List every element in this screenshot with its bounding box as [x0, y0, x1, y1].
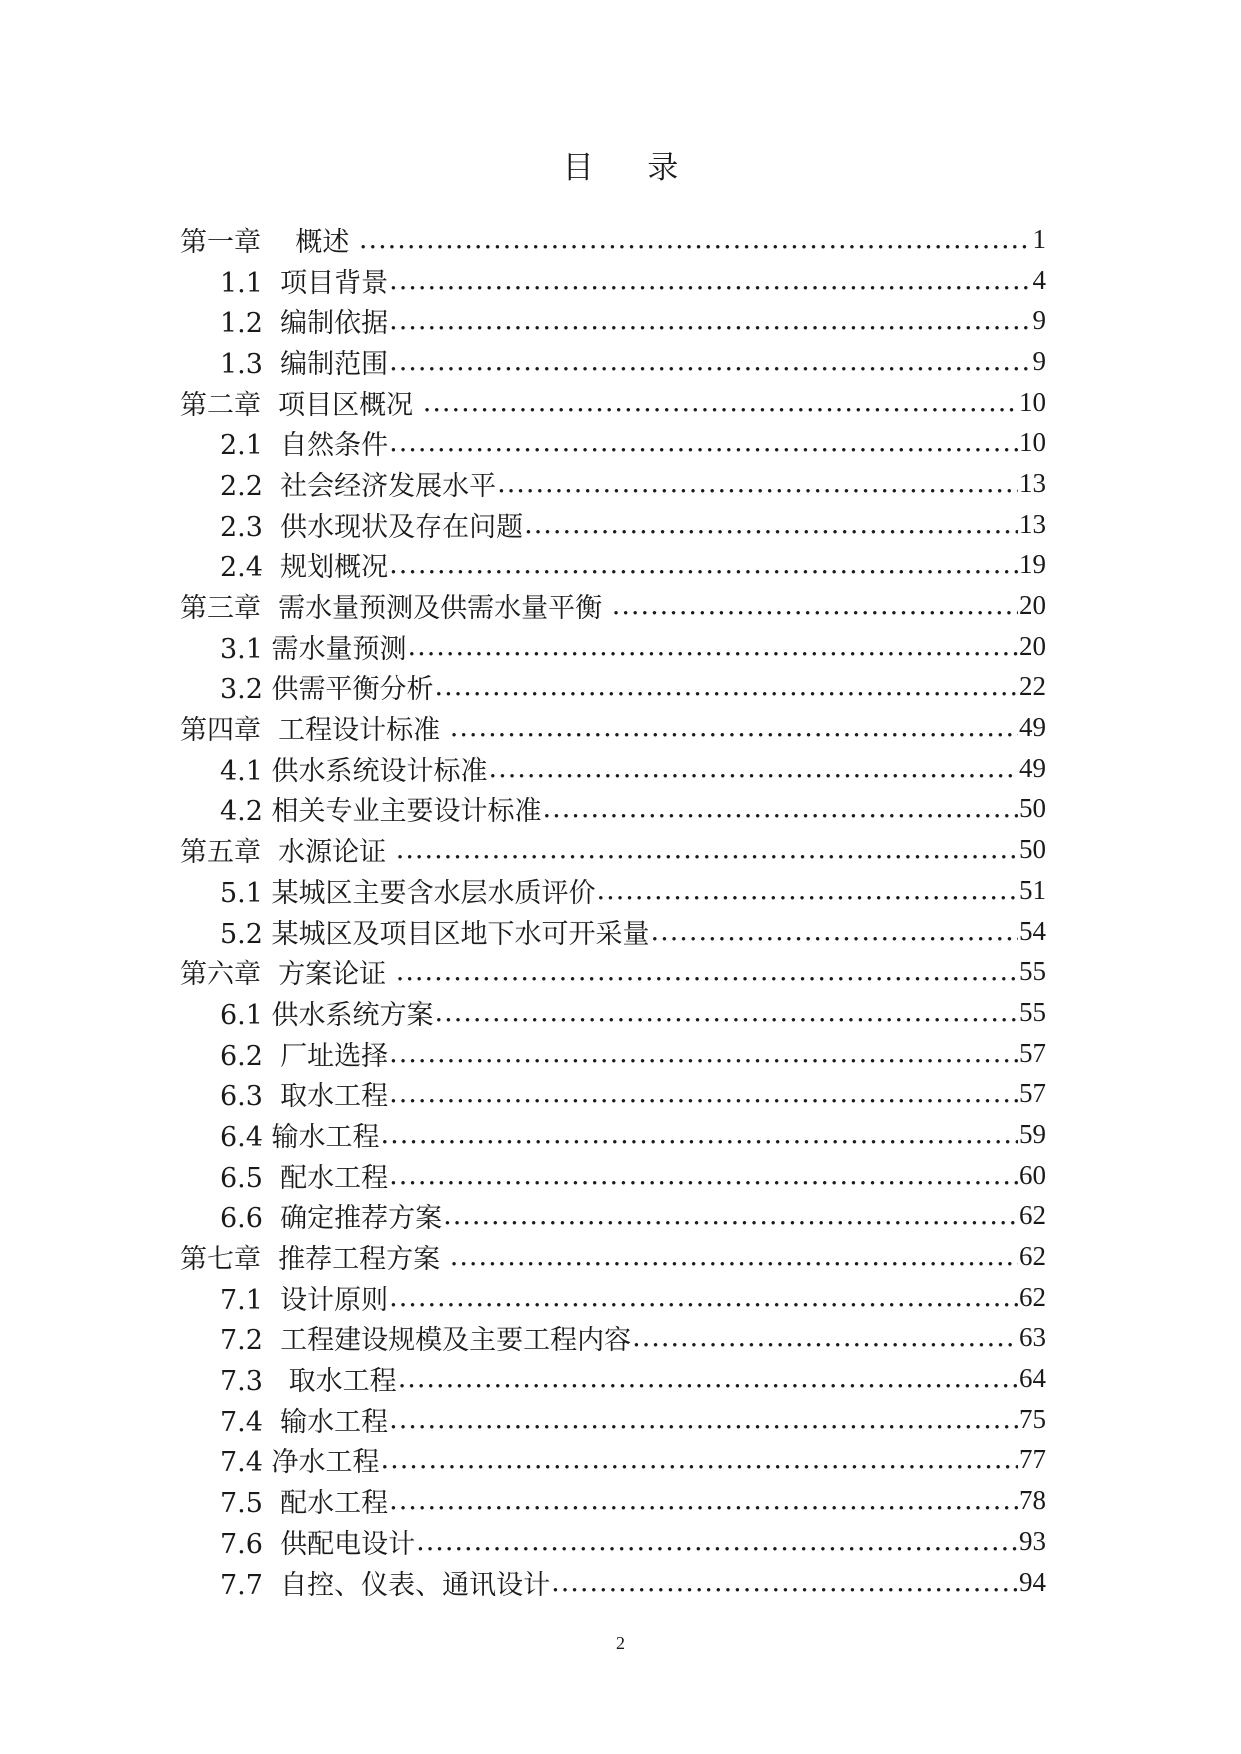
toc-dot-leader: [632, 1322, 1018, 1353]
toc-section-entry[interactable]: [180, 911, 1046, 952]
toc-dot-leader: [597, 875, 1018, 906]
page-title: 目 录: [562, 150, 701, 186]
toc-dot-leader: [389, 1404, 1018, 1435]
toc-dot-leader: [389, 1282, 1018, 1313]
toc-section-entry[interactable]: [180, 1562, 1046, 1603]
toc-section-entry[interactable]: [180, 1196, 1046, 1237]
toc-entry-label: 第二章 项目区概况: [180, 389, 422, 421]
toc-entry-label: 4.2 相关专业主要设计标准: [220, 796, 542, 828]
toc-section-entry[interactable]: [180, 1033, 1046, 1074]
toc-entry-label: 第四章 工程设计标准: [180, 715, 449, 747]
toc-entry-page-number: 57: [1019, 1037, 1046, 1068]
toc-chapter-entry[interactable]: [180, 1236, 1046, 1277]
toc-entry-label: 4.1 供水系统设计标准: [220, 755, 488, 787]
toc-entry-label: 7.2 工程建设规模及主要工程内容: [220, 1325, 632, 1357]
toc-dot-leader: [398, 1363, 1018, 1394]
toc-section-entry[interactable]: [180, 300, 1046, 341]
toc-dot-leader: [389, 346, 1031, 377]
toc-section-entry[interactable]: [180, 260, 1046, 301]
toc-entry-page-number: 51: [1019, 874, 1046, 905]
toc-entry-label: 3.1 需水量预测: [220, 633, 407, 665]
toc-entry-page-number: 4: [1032, 264, 1046, 295]
toc-section-entry[interactable]: [180, 1073, 1046, 1114]
toc-dot-leader: [551, 1567, 1018, 1598]
toc-entry-label: 6.2 厂址选择: [220, 1040, 389, 1072]
toc-chapter-entry[interactable]: [180, 382, 1046, 423]
toc-entry-page-number: 19: [1019, 549, 1046, 580]
toc-entry-label: 7.3 取水工程: [220, 1366, 397, 1398]
toc-entry-page-number: 9: [1032, 305, 1046, 336]
toc-section-entry[interactable]: [180, 1521, 1046, 1562]
toc-section-entry[interactable]: [180, 341, 1046, 382]
toc-entry-label: 6.6 确定推荐方案: [220, 1203, 443, 1235]
toc-dot-leader: [435, 671, 1018, 702]
toc-entry-label: 2.1 自然条件: [220, 430, 389, 462]
toc-entry-page-number: 10: [1019, 386, 1046, 417]
toc-dot-leader: [612, 590, 1018, 621]
toc-section-entry[interactable]: [180, 1480, 1046, 1521]
toc-entry-page-number: 94: [1019, 1566, 1046, 1597]
toc-entry-label: 第六章 方案论证: [180, 959, 395, 991]
page-number: 2: [616, 1633, 625, 1653]
toc-section-entry[interactable]: [180, 1277, 1046, 1318]
toc-entry-label: 2.3 供水现状及存在问题: [220, 511, 524, 543]
toc-dot-leader: [381, 1444, 1018, 1475]
toc-dot-leader: [389, 305, 1031, 336]
toc-entry-label: 7.4 净水工程: [220, 1447, 380, 1479]
toc-dot-leader: [408, 631, 1018, 662]
toc-entry-label: 7.7 自控、仪表、通讯设计: [220, 1569, 551, 1601]
toc-dot-leader: [396, 834, 1018, 865]
toc-entry-label: 5.2 某城区及项目区地下水可开采量: [220, 918, 650, 950]
toc-section-entry[interactable]: [180, 463, 1046, 504]
toc-entry-page-number: 10: [1019, 427, 1046, 458]
toc-section-entry[interactable]: [180, 1114, 1046, 1155]
toc-dot-leader: [489, 753, 1018, 784]
toc-entry-page-number: 62: [1019, 1200, 1046, 1231]
toc-section-entry[interactable]: [180, 1440, 1046, 1481]
toc-entry-page-number: 78: [1019, 1485, 1046, 1516]
toc-section-entry[interactable]: [180, 1358, 1046, 1399]
toc-entry-page-number: 77: [1019, 1444, 1046, 1475]
toc-entry-label: 6.3 取水工程: [220, 1081, 389, 1113]
toc-section-entry[interactable]: [180, 1318, 1046, 1359]
toc-entry-page-number: 55: [1019, 996, 1046, 1027]
toc-entry-label: 7.4 输水工程: [220, 1406, 389, 1438]
toc-entry-page-number: 93: [1019, 1525, 1046, 1556]
toc-entry-page-number: 55: [1019, 956, 1046, 987]
toc-entry-page-number: 22: [1019, 671, 1046, 702]
toc-entry-label: 6.5 配水工程: [220, 1162, 389, 1194]
toc-entry-page-number: 62: [1019, 1241, 1046, 1272]
toc-entry-page-number: 59: [1019, 1118, 1046, 1149]
toc-entry-page-number: 13: [1019, 508, 1046, 539]
toc-entry-label: 第七章 推荐工程方案: [180, 1244, 449, 1276]
table-of-contents: [180, 219, 1046, 1602]
toc-section-entry[interactable]: [180, 1399, 1046, 1440]
toc-section-entry[interactable]: [180, 422, 1046, 463]
toc-dot-leader: [443, 1200, 1018, 1231]
toc-section-entry[interactable]: [180, 504, 1046, 545]
toc-section-entry[interactable]: [180, 667, 1046, 708]
toc-section-entry[interactable]: [180, 870, 1046, 911]
toc-section-entry[interactable]: [180, 992, 1046, 1033]
toc-dot-leader: [389, 1160, 1018, 1191]
toc-section-entry[interactable]: [180, 1155, 1046, 1196]
toc-dot-leader: [389, 549, 1018, 580]
toc-chapter-entry[interactable]: [180, 829, 1046, 870]
toc-dot-leader: [389, 1038, 1018, 1069]
toc-dot-leader: [359, 224, 1032, 255]
toc-chapter-entry[interactable]: [180, 951, 1046, 992]
toc-dot-leader: [396, 956, 1018, 987]
toc-chapter-entry[interactable]: [180, 585, 1046, 626]
toc-dot-leader: [524, 509, 1018, 540]
toc-entry-page-number: 75: [1019, 1403, 1046, 1434]
toc-dot-leader: [381, 1119, 1018, 1150]
toc-dot-leader: [389, 1078, 1018, 1109]
toc-entry-label: 2.4 规划概况: [220, 552, 389, 584]
toc-entry-page-number: 20: [1019, 630, 1046, 661]
toc-dot-leader: [423, 387, 1018, 418]
toc-entry-page-number: 9: [1032, 345, 1046, 376]
toc-entry-page-number: 64: [1019, 1363, 1046, 1394]
toc-section-entry[interactable]: [180, 748, 1046, 789]
toc-section-entry[interactable]: [180, 789, 1046, 830]
toc-entry-page-number: 13: [1019, 467, 1046, 498]
toc-entry-label: 第三章 需水量预测及供需水量平衡: [180, 593, 611, 625]
toc-entry-page-number: 63: [1019, 1322, 1046, 1353]
toc-entry-label: 7.5 配水工程: [220, 1488, 389, 1520]
toc-dot-leader: [543, 793, 1018, 824]
toc-dot-leader: [651, 916, 1018, 947]
toc-entry-page-number: 62: [1019, 1281, 1046, 1312]
toc-entry-label: 6.4 输水工程: [220, 1121, 380, 1153]
toc-entry-label: 1.3 编制范围: [220, 348, 389, 380]
toc-entry-page-number: 54: [1019, 915, 1046, 946]
toc-chapter-entry[interactable]: [180, 707, 1046, 748]
toc-dot-leader: [450, 712, 1018, 743]
toc-entry-page-number: 50: [1019, 834, 1046, 865]
toc-entry-page-number: 57: [1019, 1078, 1046, 1109]
toc-dot-leader: [450, 1241, 1018, 1272]
toc-dot-leader: [435, 997, 1018, 1028]
toc-entry-page-number: 50: [1019, 793, 1046, 824]
toc-entry-label: 1.2 编制依据: [220, 308, 389, 340]
toc-dot-leader: [497, 468, 1018, 499]
toc-entry-label: 1.1 项目背景: [220, 267, 389, 299]
toc-entry-page-number: 60: [1019, 1159, 1046, 1190]
toc-entry-label: 2.2 社会经济发展水平: [220, 470, 497, 502]
toc-entry-label: 7.1 设计原则: [220, 1284, 389, 1316]
toc-entry-page-number: 20: [1019, 590, 1046, 621]
toc-entry-label: 7.6 供配电设计: [220, 1528, 416, 1560]
toc-entry-label: 6.1 供水系统方案: [220, 999, 434, 1031]
toc-section-entry[interactable]: [180, 626, 1046, 667]
toc-entry-page-number: 1: [1032, 223, 1046, 254]
toc-entry-page-number: 49: [1019, 752, 1046, 783]
toc-dot-leader: [416, 1526, 1018, 1557]
toc-entry-label: 第五章 水源论证: [180, 837, 395, 869]
toc-section-entry[interactable]: [180, 545, 1046, 586]
toc-entry-label: 3.2 供需平衡分析: [220, 674, 434, 706]
toc-entry-page-number: 49: [1019, 712, 1046, 743]
toc-dot-leader: [389, 1485, 1018, 1516]
toc-dot-leader: [389, 265, 1031, 296]
toc-entry-label: 5.1 某城区主要含水层水质评价: [220, 877, 596, 909]
toc-chapter-entry[interactable]: [180, 219, 1046, 260]
toc-dot-leader: [389, 427, 1018, 458]
toc-entry-label: 第一章 概述: [180, 226, 358, 258]
